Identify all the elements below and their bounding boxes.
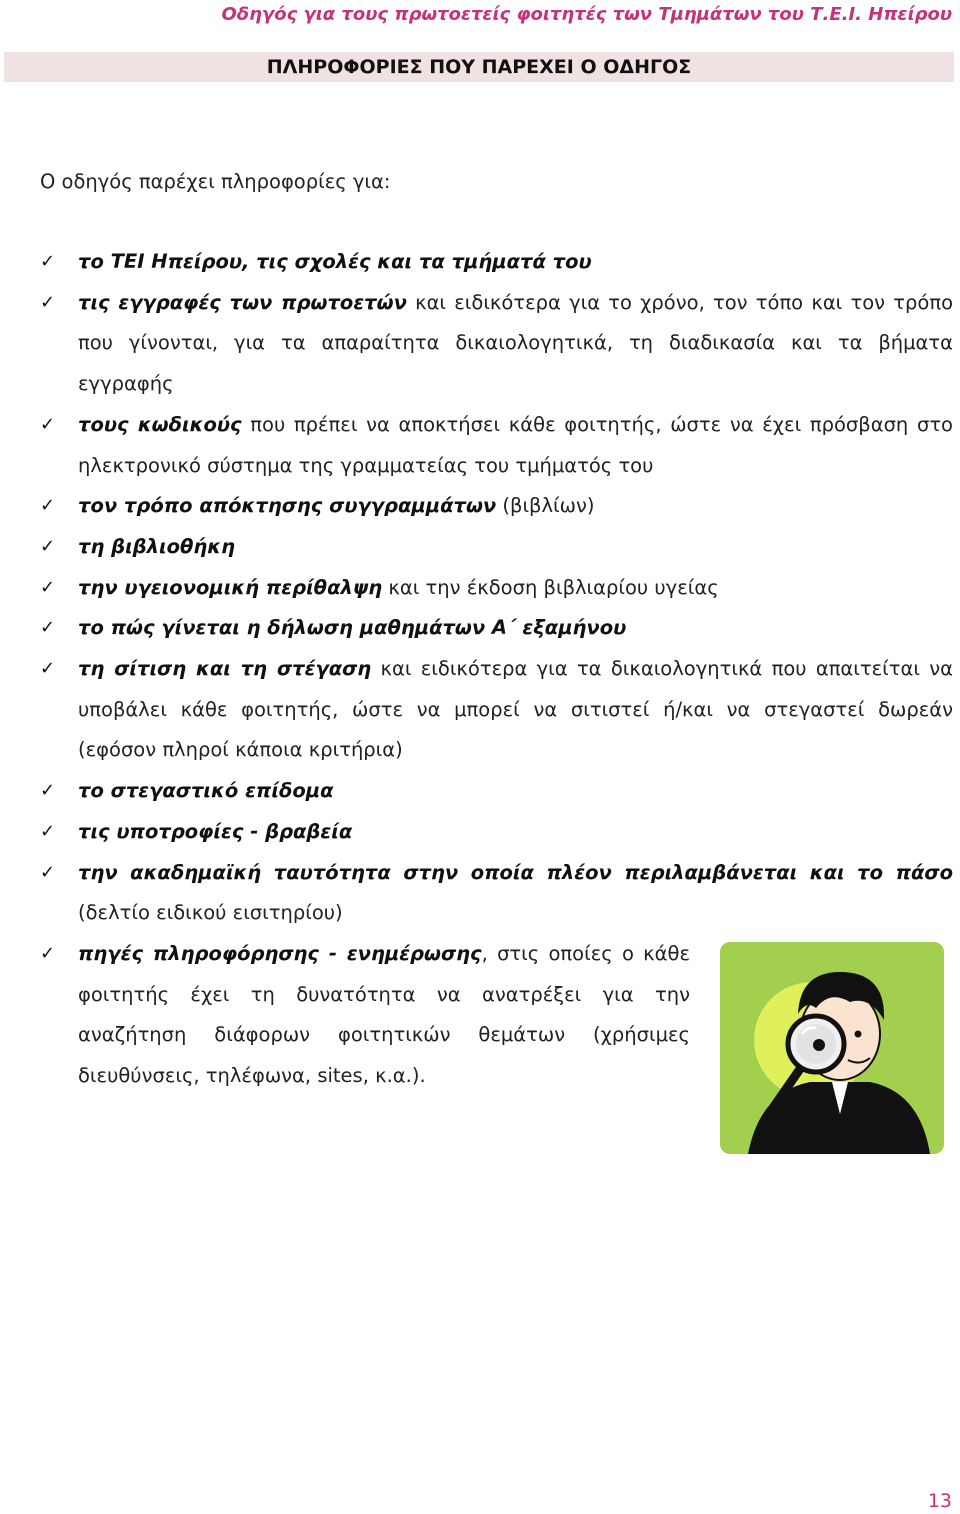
checkmark-icon: ✓	[40, 495, 56, 517]
item-text: και την έκδοση βιβλιαρίου υγείας	[382, 575, 719, 599]
list-item	[0, 527, 960, 568]
list-item	[0, 853, 960, 934]
magnifier-student-illustration	[720, 942, 944, 1154]
checkmark-icon: ✓	[40, 251, 56, 272]
checkmark-icon: ✓	[40, 942, 56, 964]
checkmark-icon: ✓	[40, 861, 56, 883]
checkmark-icon: ✓	[40, 535, 56, 557]
list-item	[0, 771, 960, 812]
item-text: και ειδικότερα για το χρόνο, τον τόπο και τον τρόπο που γίνονται, για τα απαραίτητα δικαιολογητικά, τη διαδικασία και τα βήματα εγγραφής	[78, 290, 953, 396]
list-item	[0, 242, 960, 283]
item-bold: την ακαδημαϊκή ταυτότητα στην οποία πλέον περιλαμβάνεται και το πάσο	[78, 860, 953, 884]
checkmark-icon: ✓	[40, 576, 56, 598]
list-item	[0, 812, 960, 853]
item-text: , στις οποίες ο κάθε φοιτητής έχει τη δυνατότητα να ανατρέξει για την αναζήτηση διάφορων φοιτητικών θεμάτων (χρήσιμες διευθύνσεις, τηλέφωνα, sites, κ.α.).	[78, 941, 690, 1088]
list-item	[0, 283, 960, 405]
list-item	[0, 405, 960, 486]
page-number: 13	[927, 1490, 952, 1512]
checkmark-icon: ✓	[40, 413, 56, 435]
checkmark-icon: ✓	[40, 820, 56, 842]
section-title: ΠΛΗΡΟΦΟΡΙΕΣ ΠΟΥ ΠΑΡΕΧΕΙ Ο ΟΔΗΓΟΣ	[4, 52, 954, 82]
list-item	[0, 568, 960, 609]
item-text: (βιβλίων)	[496, 494, 595, 518]
running-header: Οδηγός για τους πρωτοετείς φοιτητές των Τμημάτων του Τ.Ε.Ι. Ηπείρου	[221, 4, 952, 25]
intro-text: Ο οδηγός παρέχει πληροφορίες για:	[40, 170, 391, 193]
item-bold: τη βιβλιοθήκη	[78, 534, 235, 558]
item-bold: πηγές πληροφόρησης - ενημέρωσης	[78, 941, 482, 965]
item-bold: το στεγαστικό επίδομα	[78, 779, 334, 803]
item-text: (δελτίο ειδικού εισιτηρίου)	[78, 901, 343, 925]
item-bold: τους κωδικούς	[78, 412, 242, 436]
item-bold: την υγειονομική περίθαλψη	[78, 575, 383, 599]
checkmark-icon: ✓	[40, 617, 56, 639]
checkmark-icon: ✓	[40, 658, 56, 680]
list-item	[0, 608, 960, 649]
info-list	[0, 242, 960, 1154]
item-text: και ειδικότερα για τα δικαιολογητικά που απαιτείται να υποβάλει κάθε φοιτητής, ώστε να μπορεί να σιτιστεί ή/και να στεγαστεί δωρεάν (εφόσον πληροί κάποια κριτήρια)	[78, 657, 954, 762]
list-item	[0, 934, 960, 1097]
item-bold: τον τρόπο απόκτησης συγγραμμάτων	[78, 494, 497, 518]
checkmark-icon: ✓	[40, 291, 56, 313]
item-bold: τη σίτιση και τη στέγαση	[78, 657, 372, 681]
item-bold: τις υποτροφίες - βραβεία	[78, 819, 353, 843]
list-item	[0, 649, 960, 771]
item-bold: το ΤΕΙ Ηπείρου, τις σχολές και τα τμήματά του	[78, 250, 592, 273]
item-bold: τις εγγραφές των πρωτοετών	[78, 290, 407, 314]
item-text: που πρέπει να αποκτήσει κάθε φοιτητής, ώστε να έχει πρόσβαση στο ηλεκτρονικό σύστημα της γραμματείας του τμήματός του	[78, 412, 953, 477]
list-item	[0, 486, 960, 527]
checkmark-icon: ✓	[40, 780, 56, 802]
item-bold: το πώς γίνεται η δήλωση μαθημάτων Α΄ εξαμήνου	[78, 616, 627, 640]
